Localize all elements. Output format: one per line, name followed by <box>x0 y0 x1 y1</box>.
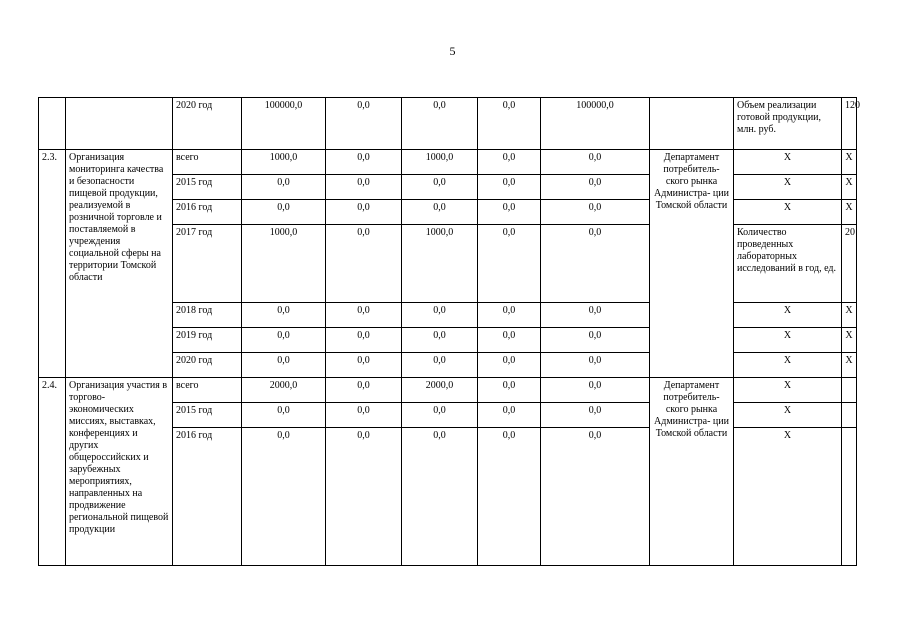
target-cell <box>842 428 857 566</box>
indicator-cell: Объем реализации готовой продукции, млн. руб. <box>734 98 842 150</box>
value-cell: 0,0 <box>478 403 541 428</box>
value-cell: 0,0 <box>242 353 326 378</box>
page-number: 5 <box>449 44 456 58</box>
year-cell: всего <box>173 378 242 403</box>
value-cell: 0,0 <box>541 428 650 566</box>
value-cell: 0,0 <box>541 150 650 175</box>
indicator-cell: Х <box>734 328 842 353</box>
year-cell: 2020 год <box>173 353 242 378</box>
name-cell <box>66 98 173 150</box>
value-cell: 0,0 <box>326 403 402 428</box>
value-cell: 100000,0 <box>541 98 650 150</box>
value-cell: 0,0 <box>326 98 402 150</box>
value-cell: 2000,0 <box>242 378 326 403</box>
target-cell: Х <box>842 353 857 378</box>
value-cell: 0,0 <box>402 98 478 150</box>
value-cell: 0,0 <box>242 200 326 225</box>
year-cell: 2018 год <box>173 303 242 328</box>
value-cell: 0,0 <box>242 175 326 200</box>
value-cell: 0,0 <box>541 403 650 428</box>
target-cell: 120 <box>842 98 857 150</box>
value-cell: 1000,0 <box>402 225 478 303</box>
value-cell: 0,0 <box>478 378 541 403</box>
value-cell: 0,0 <box>326 225 402 303</box>
executor-cell: Департамент потребитель- ского рынка Администра- ции Томской области <box>650 150 734 378</box>
value-cell: 0,0 <box>326 175 402 200</box>
value-cell: 0,0 <box>541 175 650 200</box>
value-cell: 0,0 <box>242 328 326 353</box>
value-cell: 0,0 <box>478 303 541 328</box>
indicator-cell: Х <box>734 353 842 378</box>
target-cell <box>842 403 857 428</box>
value-cell: 0,0 <box>242 303 326 328</box>
indicator-cell: Х <box>734 378 842 403</box>
value-cell: 0,0 <box>478 175 541 200</box>
table-row <box>39 98 857 150</box>
value-cell: 1000,0 <box>242 225 326 303</box>
table-row <box>39 150 857 175</box>
value-cell: 1000,0 <box>402 150 478 175</box>
value-cell: 0,0 <box>541 200 650 225</box>
value-cell: 0,0 <box>541 303 650 328</box>
value-cell: 0,0 <box>326 303 402 328</box>
year-cell: всего <box>173 150 242 175</box>
value-cell: 0,0 <box>326 378 402 403</box>
indicator-cell: Х <box>734 428 842 566</box>
value-cell: 0,0 <box>402 328 478 353</box>
indicator-cell: Х <box>734 175 842 200</box>
value-cell: 0,0 <box>478 200 541 225</box>
value-cell: 0,0 <box>402 403 478 428</box>
value-cell: 0,0 <box>242 403 326 428</box>
value-cell: 0,0 <box>478 428 541 566</box>
value-cell: 0,0 <box>541 353 650 378</box>
value-cell: 0,0 <box>478 98 541 150</box>
year-cell: 2019 год <box>173 328 242 353</box>
value-cell: 0,0 <box>402 353 478 378</box>
year-cell: 2020 год <box>173 98 242 150</box>
value-cell: 1000,0 <box>242 150 326 175</box>
program-table <box>38 97 860 566</box>
item-number: 2.3. <box>39 150 66 378</box>
value-cell: 0,0 <box>326 353 402 378</box>
target-cell: 20 <box>842 225 857 303</box>
value-cell: 0,0 <box>478 150 541 175</box>
indicator-cell: Х <box>734 150 842 175</box>
value-cell: 0,0 <box>541 328 650 353</box>
target-cell: Х <box>842 150 857 175</box>
value-cell: 0,0 <box>326 150 402 175</box>
value-cell: 0,0 <box>541 225 650 303</box>
target-cell: Х <box>842 200 857 225</box>
value-cell: 0,0 <box>326 328 402 353</box>
target-cell: Х <box>842 328 857 353</box>
value-cell: 0,0 <box>402 428 478 566</box>
value-cell: 0,0 <box>402 175 478 200</box>
value-cell: 0,0 <box>402 200 478 225</box>
indicator-cell: Х <box>734 303 842 328</box>
value-cell: 0,0 <box>402 303 478 328</box>
item-name: Организация участия в торгово- экономических миссиях, выставках, конференциях и других общероссийских и зарубежных мероприятиях, направленных на продвижение региональной пищевой продукции <box>66 378 173 566</box>
value-cell: 0,0 <box>478 225 541 303</box>
value-cell: 0,0 <box>541 378 650 403</box>
indicator-cell: Х <box>734 403 842 428</box>
indicator-cell: Количество проведенных лабораторных исследований в год, ед. <box>734 225 842 303</box>
table-row <box>39 378 857 403</box>
value-cell: 0,0 <box>242 428 326 566</box>
value-cell: 0,0 <box>326 200 402 225</box>
year-cell: 2016 год <box>173 200 242 225</box>
target-cell <box>842 378 857 403</box>
year-cell: 2015 год <box>173 175 242 200</box>
year-cell: 2017 год <box>173 225 242 303</box>
item-number: 2.4. <box>39 378 66 566</box>
value-cell: 0,0 <box>478 328 541 353</box>
target-cell: Х <box>842 175 857 200</box>
item-name: Организация мониторинга качества и безопасности пищевой продукции, реализуемой в розничной торговле и поставляемой в учреждения социальной сферы на территории Томской области <box>66 150 173 378</box>
num-cell <box>39 98 66 150</box>
value-cell: 100000,0 <box>242 98 326 150</box>
value-cell: 0,0 <box>326 428 402 566</box>
value-cell: 2000,0 <box>402 378 478 403</box>
year-cell: 2016 год <box>173 428 242 566</box>
indicator-cell: Х <box>734 200 842 225</box>
value-cell: 0,0 <box>478 353 541 378</box>
year-cell: 2015 год <box>173 403 242 428</box>
executor-cell <box>650 98 734 150</box>
target-cell: Х <box>842 303 857 328</box>
executor-cell: Департамент потребитель- ского рынка Администра- ции Томской области <box>650 378 734 566</box>
